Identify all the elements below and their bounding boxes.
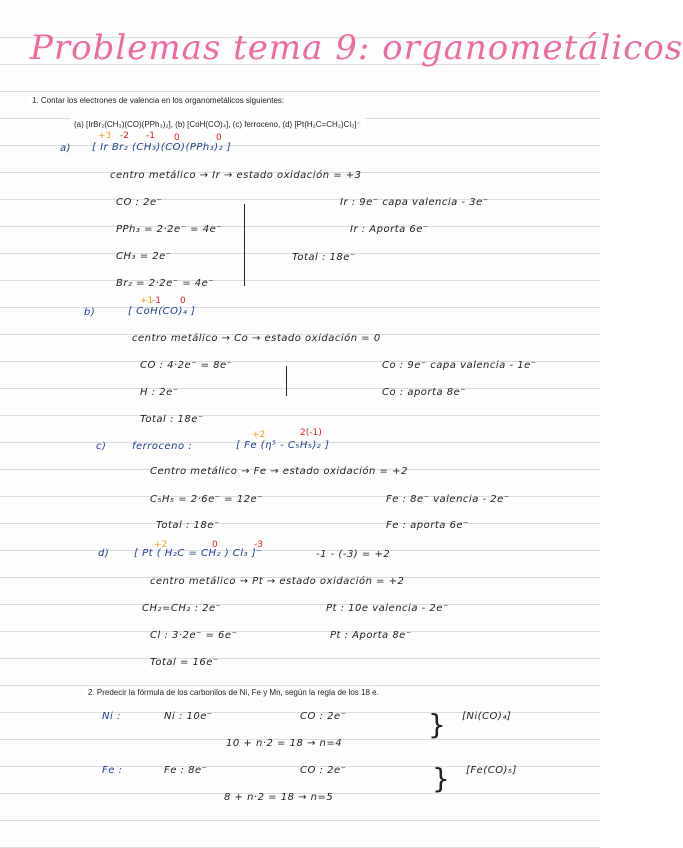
brace: } xyxy=(432,762,450,795)
part-d-calc: -1 - (-3) = +2 xyxy=(316,549,391,560)
ox-note: +3 xyxy=(98,131,112,141)
q2-fe-result: [Fe(CO)₅] xyxy=(466,765,517,776)
ox-note: +2 xyxy=(154,540,168,550)
part-d-cl: Cl : 3·2e⁻ = 6e⁻ xyxy=(150,630,238,641)
brace: } xyxy=(428,708,446,741)
part-c-fe-aporta: Fe : aporta 6e⁻ xyxy=(386,520,469,531)
part-a-br2: Br₂ = 2·2e⁻ = 4e⁻ xyxy=(116,278,215,289)
question-2-prompt: 2. Predecir la fórmula de los carbonilos de Ni, Fe y Mn, según la regla de los 18 e. xyxy=(84,686,383,699)
ox-note: -2 xyxy=(120,131,129,141)
part-d-pt-val: Pt : 10e valencia - 2e⁻ xyxy=(326,603,449,614)
part-b-h: H : 2e⁻ xyxy=(140,387,179,398)
part-d-label: d) xyxy=(98,548,110,559)
q2-ni-result: [Ni(CO)₄] xyxy=(462,711,512,722)
part-a-ch3: CH₃ = 2e⁻ xyxy=(116,251,172,262)
part-d-ch2: CH₂=CH₂ : 2e⁻ xyxy=(142,603,222,614)
part-c-label: c) xyxy=(96,441,107,452)
q2-fe-line2: 8 + n·2 = 18 → n=5 xyxy=(224,792,334,803)
ox-note: -1 xyxy=(152,296,161,306)
ox-note: -3 xyxy=(254,540,263,550)
question-1-prompt: 1. Contar los electrones de valencia en los organometálicos siguientes: xyxy=(28,94,288,107)
part-c-c5h5: C₅H₅ = 2·6e⁻ = 12e⁻ xyxy=(150,494,263,505)
part-b-co: CO : 4·2e⁻ = 8e⁻ xyxy=(140,360,233,371)
q2-fe-line1: Fe : 8e⁻ xyxy=(164,765,208,776)
part-a-ir-aporta: Ir : Aporta 6e⁻ xyxy=(350,224,429,235)
part-d-pt-aporta: Pt : Aporta 8e⁻ xyxy=(330,630,412,641)
ox-note: -1 xyxy=(146,131,155,141)
part-c-centro: Centro metálico → Fe → estado oxidación = +2 xyxy=(150,466,408,477)
q2-ni-label: Ni : xyxy=(102,711,121,722)
ox-note: 0 xyxy=(174,133,180,143)
question-1-options: (a) [IrBr₂(CH₃)(CO)(PPh₃)₂], (b) [CoH(CO)₄], (c) ferroceno, (d) [Pt(H₂C=CH₂)Cl₃]⁻ xyxy=(70,118,365,131)
bracket xyxy=(286,366,287,396)
part-c-name: ferroceno : xyxy=(132,441,193,452)
part-a-formula: [ Ir Br₂ (CH₃)(CO)(PPh₃)₂ ] xyxy=(92,142,232,153)
ox-note: 0 xyxy=(180,296,186,306)
part-b-co-aporta: Co : aporta 8e⁻ xyxy=(382,387,467,398)
part-a-label: a) xyxy=(60,143,72,154)
q2-ni-line1: Ni : 10e⁻ xyxy=(164,711,213,722)
part-b-label: b) xyxy=(84,307,96,318)
part-a-pph3: PPh₃ = 2·2e⁻ = 4e⁻ xyxy=(116,224,223,235)
q2-fe-label: Fe : xyxy=(102,765,123,776)
ox-note: +2 xyxy=(252,430,266,440)
q2-ni-line1b: CO : 2e⁻ xyxy=(300,711,347,722)
part-a-centro: centro metálico → Ir → estado oxidación = +3 xyxy=(110,170,362,181)
part-a-total: Total : 18e⁻ xyxy=(292,252,356,263)
part-c-formula: [ Fe (η⁵ - C₅H₅)₂ ] xyxy=(236,440,330,451)
q2-ni-line2: 10 + n·2 = 18 → n=4 xyxy=(226,738,343,749)
bracket xyxy=(244,204,245,286)
page-title: Problemas tema 9: organometálicos xyxy=(30,28,683,68)
q2-fe-line1b: CO : 2e⁻ xyxy=(300,765,347,776)
part-a-ir-capa: Ir : 9e⁻ capa valencia - 3e⁻ xyxy=(340,197,489,208)
ox-note: 0 xyxy=(212,540,218,550)
part-d-centro: centro metálico → Pt → estado oxidación = +2 xyxy=(150,576,405,587)
ox-note: 2(-1) xyxy=(300,428,322,438)
ox-note: 0 xyxy=(216,133,222,143)
part-b-formula: [ CoH(CO)₄ ] xyxy=(128,306,196,317)
part-c-total: Total : 18e⁻ xyxy=(156,520,220,531)
part-b-total: Total : 18e⁻ xyxy=(140,414,204,425)
part-c-fe-val: Fe : 8e⁻ valencia - 2e⁻ xyxy=(386,494,510,505)
part-a-co: CO : 2e⁻ xyxy=(116,197,163,208)
part-b-centro: centro metálico → Co → estado oxidación = 0 xyxy=(132,333,381,344)
part-b-co-capa: Co : 9e⁻ capa valencia - 1e⁻ xyxy=(382,360,537,371)
part-d-total: Total = 16e⁻ xyxy=(150,657,219,668)
ox-note: +1 xyxy=(140,296,154,306)
part-d-formula: [ Pt ( H₂C = CH₂ ) Cl₃ ]⁻ xyxy=(134,548,262,559)
